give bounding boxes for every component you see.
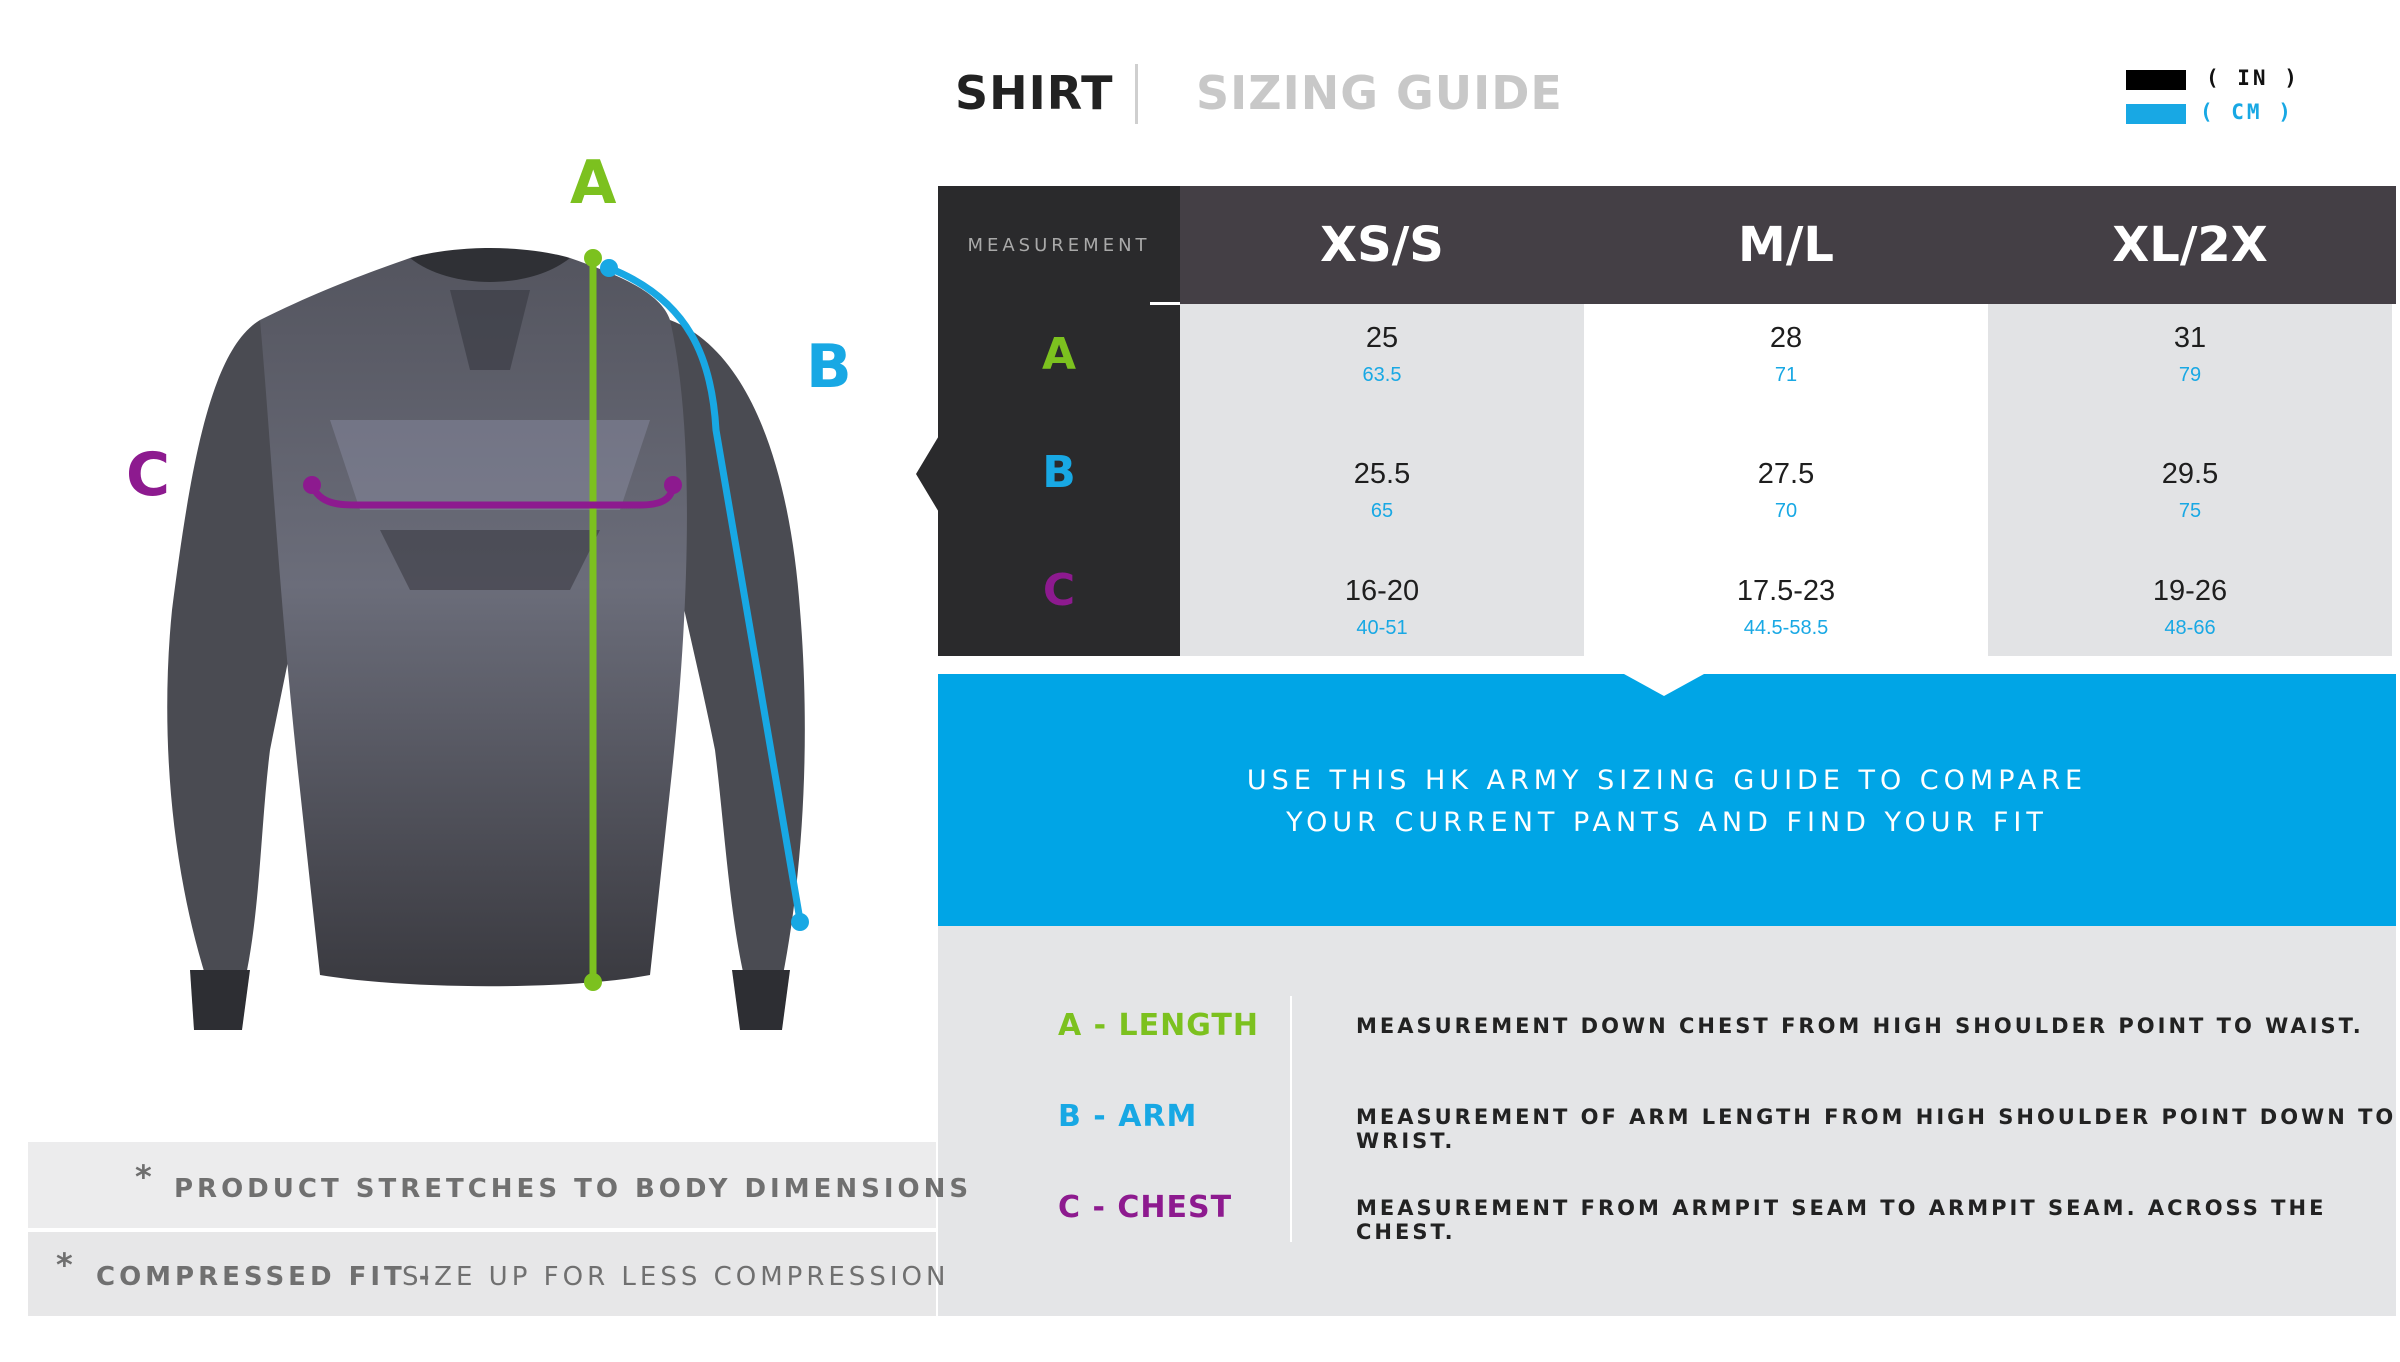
cell-in-value: 19-26	[2152, 575, 2228, 607]
chest-end-dot	[664, 476, 682, 494]
cell-in-value: 29.5	[2161, 458, 2219, 490]
size-header-xs-s: XS/S	[1320, 217, 1444, 273]
size-header-m-l: M/L	[1738, 217, 1834, 273]
cell-cm-value: 71	[1774, 364, 1798, 386]
inches-key-label: ( IN )	[2206, 66, 2300, 90]
header-notch	[1150, 302, 1180, 305]
page-title: SHIRT	[955, 66, 1114, 120]
centimeters-swatch	[2126, 104, 2186, 124]
cell-cm-value: 79	[2178, 364, 2202, 386]
definitions-divider	[1290, 996, 1292, 1242]
chest-start-dot	[303, 476, 321, 494]
figure-label-b: B	[806, 332, 852, 402]
banner-line-2: YOUR CURRENT PANTS AND FIND YOUR FIT	[1286, 807, 2048, 838]
cell-in-value: 25.5	[1353, 458, 1411, 490]
cell-cm-value: 75	[2178, 500, 2202, 522]
arm-start-dot	[600, 259, 618, 277]
cell-a-m-l	[1584, 322, 1988, 387]
note-asterisk: *	[56, 1246, 73, 1284]
cell-cm-value: 44.5-58.5	[1743, 617, 1829, 639]
cell-in-value: 27.5	[1757, 458, 1815, 490]
compression-note-label: COMPRESSED FIT -	[96, 1262, 434, 1292]
definition-label-chest: C - CHEST	[1058, 1190, 1233, 1225]
arm-line	[609, 268, 800, 920]
cell-in-value: 31	[2173, 322, 2207, 354]
arm-end-dot	[791, 913, 809, 931]
row-label-a: A	[1041, 328, 1077, 380]
definition-text-arm: MEASUREMENT OF ARM LENGTH FROM HIGH SHOULDER POINT DOWN TO WRIST.	[1356, 1105, 2397, 1153]
stretch-note-text: PRODUCT STRETCHES TO BODY DIMENSIONS	[174, 1174, 973, 1204]
row-label-b: B	[1042, 446, 1076, 498]
row-label-c: C	[1042, 564, 1076, 616]
length-start-dot	[584, 249, 602, 267]
inches-swatch	[2126, 70, 2186, 90]
cell-cm-value: 63.5	[1362, 364, 1402, 386]
banner-text	[938, 760, 2396, 844]
banner-line-1: USE THIS HK ARMY SIZING GUIDE TO COMPARE	[1246, 765, 2088, 796]
chest-line	[312, 485, 673, 505]
definition-text-length: MEASUREMENT DOWN CHEST FROM HIGH SHOULDER POINT TO WAIST.	[1356, 1014, 2364, 1038]
definition-label-arm: B - ARM	[1058, 1099, 1198, 1134]
cell-c-xs-s	[1180, 575, 1584, 640]
figure-label-a: A	[570, 148, 617, 218]
page-subtitle: SIZING GUIDE	[1196, 66, 1563, 120]
cell-in-value: 17.5-23	[1736, 575, 1836, 607]
cell-a-xs-s	[1180, 322, 1584, 387]
cell-a-xl-2x	[1988, 322, 2392, 387]
title-divider	[1135, 64, 1138, 124]
compression-note-text: SIZE UP FOR LESS COMPRESSION	[402, 1262, 950, 1292]
measurement-header: MEASUREMENT	[967, 234, 1151, 256]
cell-cm-value: 70	[1774, 500, 1798, 522]
row-pointer-arrow	[916, 434, 940, 514]
cell-c-xl-2x	[1988, 575, 2392, 640]
cell-cm-value: 48-66	[2164, 617, 2216, 639]
cell-b-m-l	[1584, 458, 1988, 523]
figure-label-c: C	[126, 440, 171, 510]
cell-c-m-l	[1584, 575, 1988, 640]
cell-in-value: 28	[1769, 322, 1803, 354]
centimeters-key-label: ( CM )	[2200, 100, 2294, 124]
cell-in-value: 25	[1365, 322, 1399, 354]
cell-in-value: 16-20	[1344, 575, 1420, 607]
length-end-dot	[584, 973, 602, 991]
definition-text-chest: MEASUREMENT FROM ARMPIT SEAM TO ARMPIT SEAM. ACROSS THE CHEST.	[1356, 1196, 2327, 1244]
banner-top-notch	[1624, 674, 1704, 696]
cell-b-xs-s	[1180, 458, 1584, 523]
measurement-lines	[0, 0, 940, 1100]
size-header-xl-2x: XL/2X	[2112, 217, 2268, 273]
cell-cm-value: 65	[1370, 500, 1394, 522]
note-asterisk: *	[135, 1158, 152, 1196]
cell-cm-value: 40-51	[1356, 617, 1408, 639]
definition-label-length: A - LENGTH	[1058, 1008, 1259, 1043]
cell-b-xl-2x	[1988, 458, 2392, 523]
